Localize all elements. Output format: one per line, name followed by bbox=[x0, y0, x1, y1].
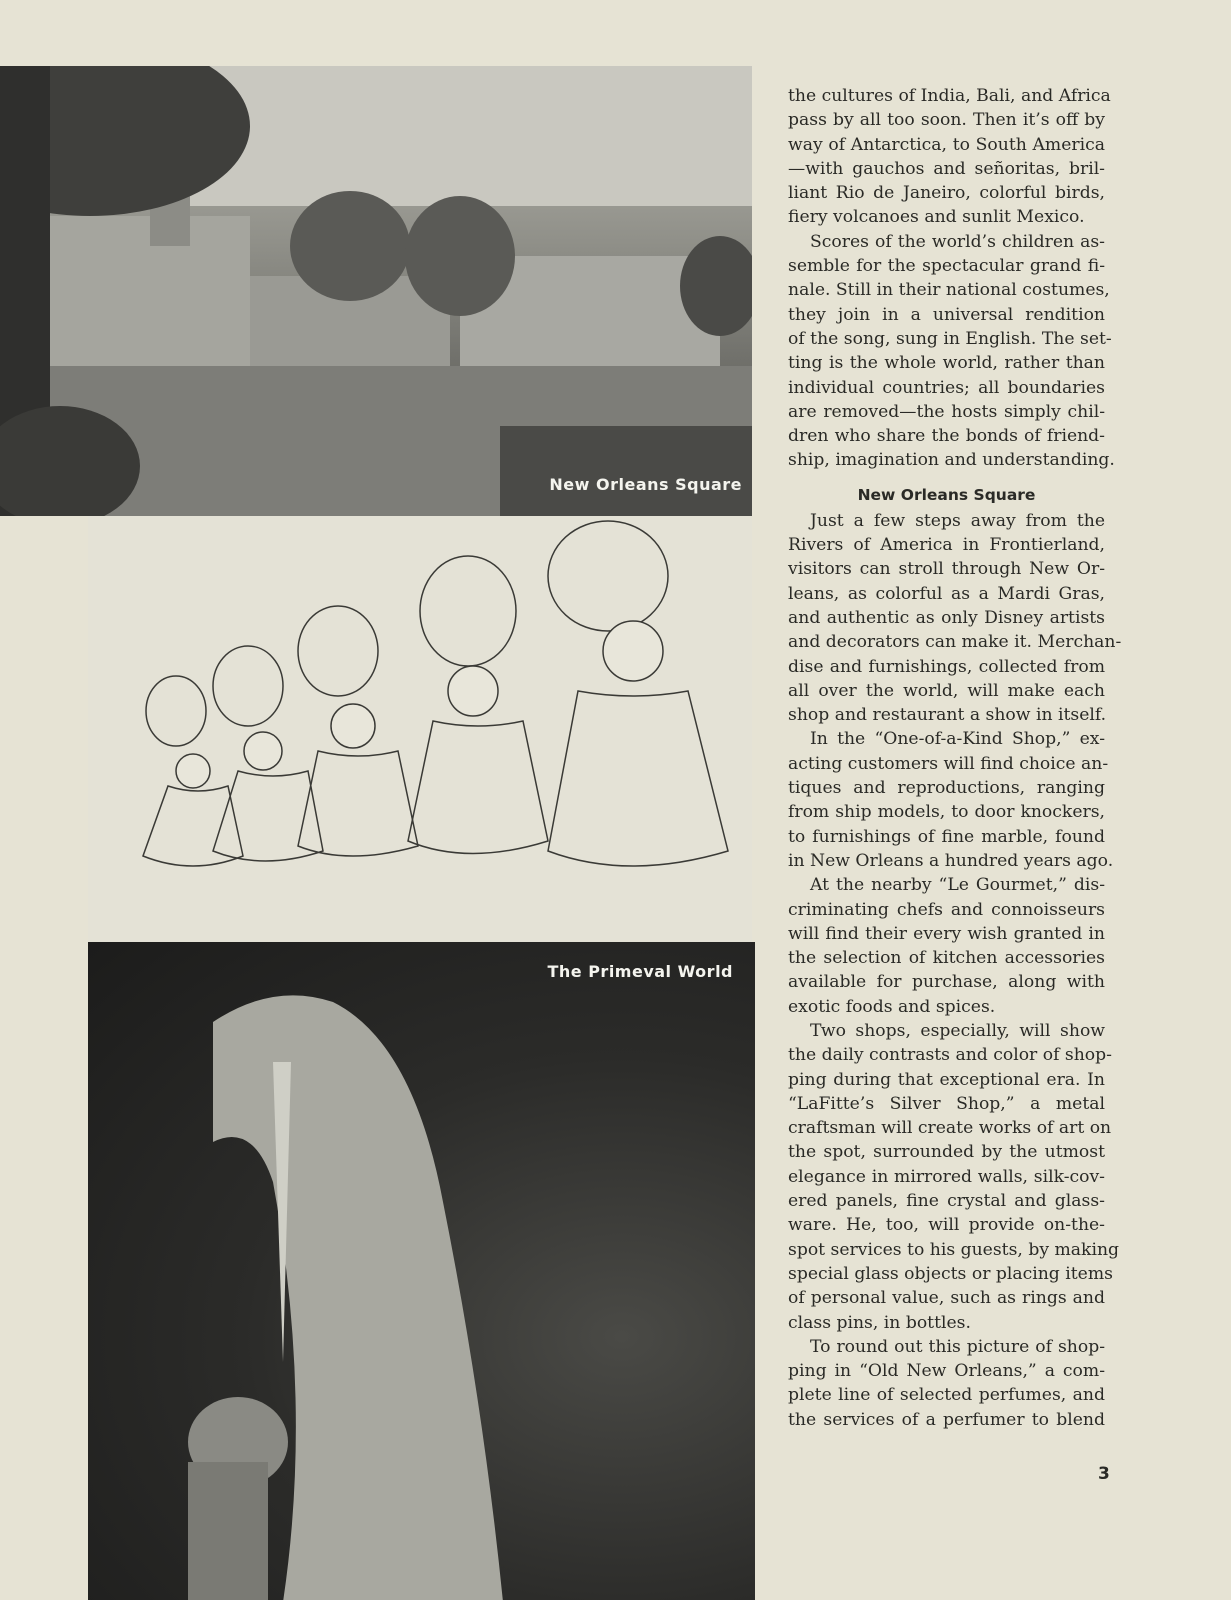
text-line: the cultures of India, Bali, and Africa bbox=[788, 86, 1111, 106]
text-line: the spot, surrounded by the utmost bbox=[788, 1142, 1105, 1163]
text-line: craftsman will create works of art on bbox=[788, 1118, 1112, 1139]
text-line: “LaFitte’s Silver Shop,” a metal bbox=[788, 1093, 1105, 1114]
text-line: Two shops, especially, will show bbox=[810, 1020, 1105, 1041]
text-line: nale. Still in their national costumes, bbox=[788, 280, 1110, 301]
text-line: the services of a perfumer to blend bbox=[788, 1409, 1105, 1430]
text-line: in New Orleans a hundred years ago. bbox=[788, 850, 1114, 871]
text-line: To round out this picture of shop- bbox=[810, 1336, 1105, 1357]
paragraph bbox=[788, 1335, 1105, 1432]
text-line: Scores of the world’s children as- bbox=[810, 231, 1105, 252]
text-line: of personal value, such as rings and bbox=[788, 1288, 1105, 1309]
text-line: ered panels, fine crystal and glass- bbox=[788, 1191, 1105, 1212]
text-line: Just a few steps away from the bbox=[810, 510, 1105, 531]
street-scene-drawing bbox=[0, 66, 752, 516]
text-line: exotic foods and spices. bbox=[788, 996, 996, 1017]
text-line: they join in a universal rendition bbox=[788, 304, 1105, 325]
page-number: 3 bbox=[1098, 1464, 1110, 1484]
cancan-dancers-drawing bbox=[88, 516, 752, 942]
text-line: —with gauchos and señoritas, bril- bbox=[788, 158, 1105, 179]
primeval-world-caption: The Primeval World bbox=[547, 962, 733, 981]
text-line: the selection of kitchen accessories bbox=[788, 948, 1105, 969]
text-line: tiques and reproductions, ranging bbox=[788, 778, 1105, 799]
text-line: all over the world, will make each bbox=[788, 680, 1105, 701]
paragraph bbox=[788, 1019, 1120, 1335]
text-line: class pins, in bottles. bbox=[788, 1312, 971, 1333]
text-line: In the “One-of-a-Kind Shop,” ex- bbox=[810, 729, 1105, 750]
text-line: ship, imagination and understanding. bbox=[788, 450, 1115, 471]
text-line: criminating chefs and connoisseurs bbox=[788, 899, 1105, 920]
text-line: ping in “Old New Orleans,” a com- bbox=[788, 1361, 1105, 1382]
paragraph bbox=[788, 727, 1114, 873]
text-line: available for purchase, along with bbox=[788, 972, 1105, 993]
new-orleans-square-illustration bbox=[0, 66, 752, 516]
text-line: plete line of selected perfumes, and bbox=[788, 1385, 1105, 1406]
text-line: of the song, sung in English. The set- bbox=[788, 328, 1112, 349]
text-line: pass by all too soon. Then it’s off by bbox=[788, 110, 1105, 131]
dinosaur-photo bbox=[88, 942, 755, 1600]
text-line: fiery volcanoes and sunlit Mexico. bbox=[788, 207, 1085, 228]
text-line: At the nearby “Le Gourmet,” dis- bbox=[810, 875, 1105, 896]
dancer-4 bbox=[408, 556, 548, 854]
text-line: from ship models, to door knockers, bbox=[788, 802, 1105, 823]
text-line: ware. He, too, will provide on-the- bbox=[788, 1215, 1105, 1236]
dancer-1 bbox=[143, 676, 243, 866]
article-column bbox=[788, 84, 1122, 1432]
text-line: special glass objects or placing items bbox=[788, 1263, 1113, 1284]
text-line: the daily contrasts and color of shop- bbox=[788, 1045, 1112, 1066]
text-line: individual countries; all boundaries bbox=[788, 377, 1105, 398]
text-line: ping during that exceptional era. In bbox=[788, 1069, 1105, 1090]
paragraph bbox=[788, 509, 1122, 728]
text-line: and decorators can make it. Merchan- bbox=[788, 632, 1122, 653]
text-line: spot services to his guests, by making bbox=[788, 1239, 1120, 1260]
text-line: to furnishings of fine marble, found bbox=[788, 826, 1105, 847]
text-line: dren who share the bonds of friend- bbox=[788, 426, 1105, 447]
dancer-3 bbox=[298, 606, 418, 856]
text-line: are removed—the hosts simply chil- bbox=[788, 401, 1105, 422]
text-line: will find their every wish granted in bbox=[788, 923, 1105, 944]
primeval-world-photo bbox=[88, 942, 755, 1600]
text-line: leans, as colorful as a Mardi Gras, bbox=[788, 583, 1105, 604]
text-line: shop and restaurant a show in itself. bbox=[788, 705, 1107, 726]
text-line: liant Rio de Janeiro, colorful birds, bbox=[788, 183, 1105, 204]
dancer-5 bbox=[548, 521, 728, 866]
section-heading: New Orleans Square bbox=[857, 485, 1036, 504]
text-line: semble for the spectacular grand fi- bbox=[788, 256, 1105, 277]
text-line: way of Antarctica, to South America bbox=[788, 134, 1105, 155]
text-line: and authentic as only Disney artists bbox=[788, 607, 1105, 628]
paragraph bbox=[788, 873, 1105, 1019]
text-line: elegance in mirrored walls, silk-cov- bbox=[788, 1166, 1105, 1187]
text-line: acting customers will find choice an- bbox=[788, 753, 1109, 774]
new-orleans-square-caption: New Orleans Square bbox=[549, 475, 742, 494]
text-line: visitors can stroll through New Or- bbox=[788, 559, 1105, 580]
paragraph bbox=[788, 230, 1115, 473]
text-line: Rivers of America in Frontierland, bbox=[788, 535, 1105, 556]
text-line: ting is the whole world, rather than bbox=[788, 353, 1105, 374]
dancing-children-cartoon bbox=[88, 516, 752, 942]
paragraph bbox=[788, 84, 1111, 230]
text-line: dise and furnishings, collected from bbox=[788, 656, 1105, 677]
